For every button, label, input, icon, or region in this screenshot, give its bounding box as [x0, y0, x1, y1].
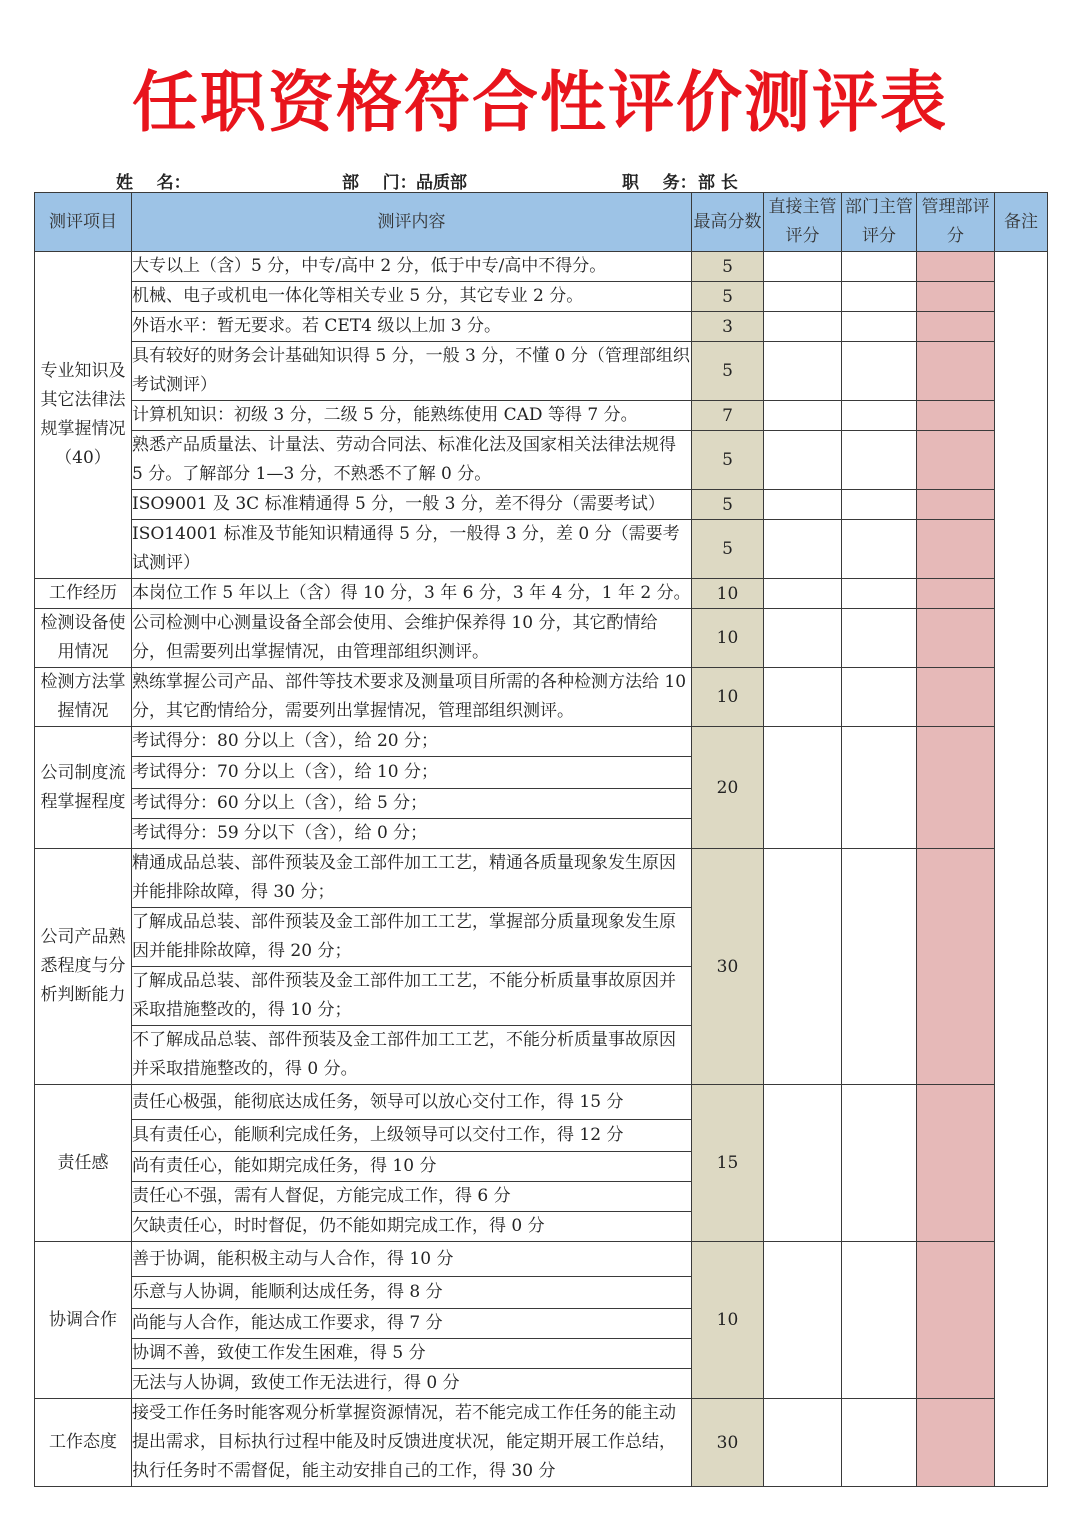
max-score: 15: [692, 1085, 764, 1242]
table-row: [35, 431, 1048, 490]
evaluation-content: 精通成品总装、部件预装及金工部件加工工艺，精通各质量现象发生原因并能排除故障，得 30 分；: [132, 849, 692, 908]
evaluation-content: 本岗位工作 5 年以上（含）得 10 分，3 年 6 分，3 年 4 分，1 年 2 分。: [132, 579, 692, 609]
direct-supervisor-score[interactable]: [764, 282, 842, 312]
evaluation-content: 计算机知识：初级 3 分，二级 5 分，能熟练使用 CAD 等得 7 分。: [132, 401, 692, 431]
max-score: 5: [692, 252, 764, 282]
dept-supervisor-score[interactable]: [842, 401, 917, 431]
dept-supervisor-score[interactable]: [842, 579, 917, 609]
direct-supervisor-score[interactable]: [764, 1242, 842, 1399]
evaluation-item: 工作经历: [35, 579, 132, 609]
mgmt-dept-score[interactable]: [917, 609, 995, 668]
dept-supervisor-score[interactable]: [842, 252, 917, 282]
direct-supervisor-score[interactable]: [764, 520, 842, 579]
mgmt-dept-score[interactable]: [917, 1399, 995, 1487]
evaluation-content: ISO14001 标准及节能知识精通得 5 分，一般得 3 分，差 0 分（需要考试测评）: [132, 520, 692, 579]
evaluation-content: 乐意与人协调，能顺利达成任务，得 8 分: [132, 1277, 692, 1309]
evaluation-content: ISO9001 及 3C 标准精通得 5 分，一般 3 分，差不得分（需要考试）: [132, 490, 692, 520]
evaluation-item: 检测设备使用情况: [35, 609, 132, 668]
evaluation-content: 不了解成品总装、部件预装及金工部件加工工艺，不能分析质量事故原因并采取措施整改的，得 0 分。: [132, 1026, 692, 1085]
header-item: 测评项目: [35, 193, 132, 252]
mgmt-dept-score[interactable]: [917, 1085, 995, 1242]
max-score: 5: [692, 342, 764, 401]
header-direct-supervisor: 直接主管评分: [764, 193, 842, 252]
max-score: 10: [692, 609, 764, 668]
direct-supervisor-score[interactable]: [764, 849, 842, 1085]
max-score: 7: [692, 401, 764, 431]
dept-label: 部 门：: [342, 173, 417, 193]
mgmt-dept-score[interactable]: [917, 401, 995, 431]
evaluation-item: 公司产品熟悉程度与分析判断能力: [35, 849, 132, 1085]
mgmt-dept-score[interactable]: [917, 1242, 995, 1399]
table-row: [35, 282, 1048, 312]
position-label: 职 务：: [622, 173, 697, 193]
name-label: 姓 名：: [116, 173, 191, 193]
table-row: [35, 849, 1048, 908]
dept-supervisor-score[interactable]: [842, 342, 917, 401]
dept-supervisor-score[interactable]: [842, 668, 917, 727]
direct-supervisor-score[interactable]: [764, 490, 842, 520]
evaluation-content: 具有责任心，能顺利完成任务，上级领导可以交付工作，得 12 分: [132, 1120, 692, 1152]
evaluation-content: 责任心极强，能彻底达成任务，领导可以放心交付工作，得 15 分: [132, 1085, 692, 1120]
header-max-score: 最高分数: [692, 193, 764, 252]
mgmt-dept-score[interactable]: [917, 252, 995, 282]
dept-supervisor-score[interactable]: [842, 312, 917, 342]
dept-supervisor-score[interactable]: [842, 1399, 917, 1487]
evaluation-content: 了解成品总装、部件预装及金工部件加工工艺，不能分析质量事故原因并采取措施整改的，得 10 分；: [132, 967, 692, 1026]
evaluation-content: 了解成品总装、部件预装及金工部件加工工艺，掌握部分质量现象发生原因并能排除故障，得 20 分；: [132, 908, 692, 967]
note-cell[interactable]: [995, 252, 1048, 1487]
mgmt-dept-score[interactable]: [917, 312, 995, 342]
dept-supervisor-score[interactable]: [842, 1085, 917, 1242]
evaluation-content: 考试得分：70 分以上（含），给 10 分；: [132, 757, 692, 789]
header-note: 备注: [995, 193, 1048, 252]
table-row: [35, 490, 1048, 520]
evaluation-content: 考试得分：60 分以上（含），给 5 分；: [132, 789, 692, 819]
dept-supervisor-score[interactable]: [842, 849, 917, 1085]
table-row: [35, 579, 1048, 609]
evaluation-content: 尚有责任心，能如期完成任务，得 10 分: [132, 1152, 692, 1182]
max-score: 5: [692, 490, 764, 520]
dept-supervisor-score[interactable]: [842, 727, 917, 849]
direct-supervisor-score[interactable]: [764, 1085, 842, 1242]
mgmt-dept-score[interactable]: [917, 342, 995, 401]
evaluation-content: 考试得分：80 分以上（含），给 20 分；: [132, 727, 692, 757]
direct-supervisor-score[interactable]: [764, 609, 842, 668]
table-row: [35, 668, 1048, 727]
evaluation-content: 熟练掌握公司产品、部件等技术要求及测量项目所需的各种检测方法给 10 分，其它酌情给分，需要列出掌握情况，管理部组织测评。: [132, 668, 692, 727]
evaluation-item: 公司制度流程掌握程度: [35, 727, 132, 849]
table-row: [35, 342, 1048, 401]
mgmt-dept-score[interactable]: [917, 490, 995, 520]
max-score: 5: [692, 431, 764, 490]
table-row: [35, 1085, 1048, 1120]
dept-value: 品质部: [416, 173, 467, 193]
evaluation-item: 责任感: [35, 1085, 132, 1242]
evaluation-content: 公司检测中心测量设备全部会使用、会维护保养得 10 分，其它酌情给分，但需要列出掌握情况，由管理部组织测评。: [132, 609, 692, 668]
evaluation-content: 机械、电子或机电一体化等相关专业 5 分，其它专业 2 分。: [132, 282, 692, 312]
evaluation-content: 接受工作任务时能客观分析掌握资源情况，若不能完成工作任务的能主动提出需求，目标执行过程中能及时反馈进度状况，能定期开展工作总结，执行任务时不需督促，能主动安排自己的工作，得 30 分: [132, 1399, 692, 1487]
mgmt-dept-score[interactable]: [917, 668, 995, 727]
mgmt-dept-score[interactable]: [917, 579, 995, 609]
table-row: [35, 312, 1048, 342]
dept-supervisor-score[interactable]: [842, 1242, 917, 1399]
table-row: [35, 727, 1048, 757]
evaluation-item: 专业知识及其它法律法规掌握情况（40）: [35, 252, 132, 579]
header-dept-supervisor: 部门主管评分: [842, 193, 917, 252]
position-value: 部 长: [698, 173, 738, 193]
table-row: [35, 1399, 1048, 1487]
page-title: 任职资格符合性评价测评表: [132, 63, 948, 141]
max-score: 10: [692, 579, 764, 609]
max-score: 10: [692, 1242, 764, 1399]
evaluation-content: 责任心不强，需有人督促，方能完成工作，得 6 分: [132, 1182, 692, 1212]
evaluation-content: 欠缺责任心，时时督促，仍不能如期完成工作，得 0 分: [132, 1212, 692, 1242]
mgmt-dept-score[interactable]: [917, 727, 995, 849]
max-score: 20: [692, 727, 764, 849]
table-row: [35, 401, 1048, 431]
table-row: [35, 252, 1048, 282]
dept-supervisor-score[interactable]: [842, 490, 917, 520]
evaluation-content: 具有较好的财务会计基础知识得 5 分，一般 3 分，不懂 0 分（管理部组织考试测评）: [132, 342, 692, 401]
evaluation-content: 无法与人协调，致使工作无法进行，得 0 分: [132, 1369, 692, 1399]
direct-supervisor-score[interactable]: [764, 1399, 842, 1487]
evaluation-content: 考试得分：59 分以下（含），给 0 分；: [132, 819, 692, 849]
table-row: [35, 609, 1048, 668]
header-mgmt-dept: 管理部评分: [917, 193, 995, 252]
dept-supervisor-score[interactable]: [842, 609, 917, 668]
evaluation-content: 大专以上（含）5 分，中专/高中 2 分，低于中专/高中不得分。: [132, 252, 692, 282]
direct-supervisor-score[interactable]: [764, 579, 842, 609]
evaluation-content: 外语水平：暂无要求。若 CET4 级以上加 3 分。: [132, 312, 692, 342]
info-row: [0, 166, 1080, 192]
evaluation-table: [34, 192, 1048, 1487]
evaluation-item: 检测方法掌握情况: [35, 668, 132, 727]
direct-supervisor-score[interactable]: [764, 431, 842, 490]
dept-supervisor-score[interactable]: [842, 431, 917, 490]
header-content: 测评内容: [132, 193, 692, 252]
mgmt-dept-score[interactable]: [917, 520, 995, 579]
max-score: 3: [692, 312, 764, 342]
max-score: 30: [692, 849, 764, 1085]
direct-supervisor-score[interactable]: [764, 668, 842, 727]
mgmt-dept-score[interactable]: [917, 431, 995, 490]
mgmt-dept-score[interactable]: [917, 849, 995, 1085]
evaluation-item: 协调合作: [35, 1242, 132, 1399]
table-header-row: [35, 193, 1048, 252]
evaluation-content: 熟悉产品质量法、计量法、劳动合同法、标准化法及国家相关法律法规得 5 分。了解部分 1—3 分，不熟悉不了解 0 分。: [132, 431, 692, 490]
mgmt-dept-score[interactable]: [917, 282, 995, 312]
evaluation-item: 工作态度: [35, 1399, 132, 1487]
max-score: 5: [692, 520, 764, 579]
direct-supervisor-score[interactable]: [764, 252, 842, 282]
max-score: 10: [692, 668, 764, 727]
table-row: [35, 1242, 1048, 1277]
direct-supervisor-score[interactable]: [764, 342, 842, 401]
max-score: 30: [692, 1399, 764, 1487]
evaluation-content: 善于协调，能积极主动与人合作，得 10 分: [132, 1242, 692, 1277]
max-score: 5: [692, 282, 764, 312]
evaluation-content: 尚能与人合作，能达成工作要求，得 7 分: [132, 1309, 692, 1339]
direct-supervisor-score[interactable]: [764, 727, 842, 849]
evaluation-content: 协调不善，致使工作发生困难，得 5 分: [132, 1339, 692, 1369]
direct-supervisor-score[interactable]: [764, 401, 842, 431]
direct-supervisor-score[interactable]: [764, 312, 842, 342]
dept-supervisor-score[interactable]: [842, 282, 917, 312]
dept-supervisor-score[interactable]: [842, 520, 917, 579]
table-row: [35, 520, 1048, 579]
